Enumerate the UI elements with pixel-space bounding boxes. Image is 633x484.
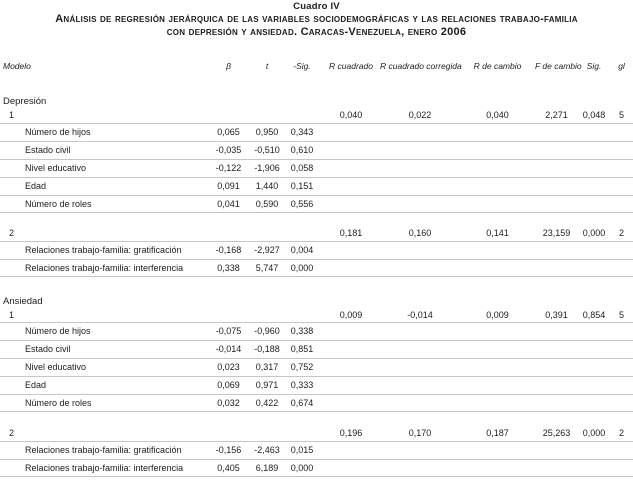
col-header-modelo: Modelo xyxy=(3,60,31,71)
model-stats-row xyxy=(0,108,633,123)
sig-value: 0,000 xyxy=(290,462,314,473)
t-value: -0,510 xyxy=(254,145,280,155)
model-number: 1 xyxy=(9,309,15,320)
sig-value: 0,151 xyxy=(290,181,314,191)
table-title-line1: Análisis de regresión jerárquica de las variables sociodemográficas y las relaciones trabajo-familia xyxy=(55,13,578,25)
table-caption xyxy=(0,0,633,39)
predictor-row xyxy=(0,459,633,477)
predictor-row xyxy=(0,376,633,394)
model-number: 1 xyxy=(9,110,15,120)
t-value: 6,189 xyxy=(255,462,279,473)
predictor-label: Nivel educativo xyxy=(25,362,87,372)
beta-value: -0,156 xyxy=(215,445,242,455)
sig-value: 0,752 xyxy=(290,362,314,372)
predictor-label: Número de hijos xyxy=(25,326,91,336)
section-row-depresion xyxy=(0,94,633,108)
col-header-gl: gl xyxy=(618,60,625,71)
model-stats-row xyxy=(0,426,633,441)
predictor-row xyxy=(0,394,633,412)
predictor-row xyxy=(0,322,633,340)
predictor-label: Nivel educativo xyxy=(25,163,87,173)
predictor-row xyxy=(0,141,633,159)
predictor-row xyxy=(0,123,633,141)
predictor-row xyxy=(0,195,633,213)
predictor-label: Número de roles xyxy=(25,397,92,408)
sig-value: 0,674 xyxy=(290,397,314,408)
predictor-label: Número de roles xyxy=(25,198,92,209)
gl-value: 5 xyxy=(618,309,624,320)
r2-value: 0,009 xyxy=(339,309,363,320)
sig-value: 0,058 xyxy=(290,163,314,173)
section-row-ansiedad xyxy=(0,294,633,308)
gl-value: 2 xyxy=(618,228,624,238)
gl-value: 2 xyxy=(618,428,624,438)
predictor-label: Relaciones trabajo-familia: interferencia xyxy=(25,262,184,273)
sig-value: 0,851 xyxy=(290,344,314,354)
r-cambio-value: 0,187 xyxy=(486,428,509,438)
sig-value: 0,000 xyxy=(582,428,606,438)
t-value: -2,927 xyxy=(254,245,280,255)
col-header-beta: β xyxy=(226,60,231,71)
sig-value: 0,854 xyxy=(582,309,606,320)
spacer xyxy=(0,412,633,426)
predictor-row xyxy=(0,159,633,177)
predictor-label: Número de hijos xyxy=(25,127,91,137)
f-cambio-value: 2,271 xyxy=(545,110,568,120)
predictor-row xyxy=(0,441,633,459)
r2-corregida-value: -0,014 xyxy=(407,309,433,320)
predictor-label: Relaciones trabajo-familia: gratificación xyxy=(25,245,182,255)
predictor-label: Estado civil xyxy=(25,145,71,155)
t-value: -2,463 xyxy=(254,445,280,455)
beta-value: -0,122 xyxy=(215,163,242,173)
sig-value: 0,556 xyxy=(290,198,314,209)
r2-corregida-value: 0,170 xyxy=(408,428,432,438)
col-header-sig: Sig. xyxy=(586,60,602,71)
beta-value: 0,338 xyxy=(217,262,240,273)
beta-value: 0,091 xyxy=(217,181,240,191)
col-header-r2: R cuadrado xyxy=(329,60,373,71)
f-cambio-value: 0,391 xyxy=(545,309,568,320)
predictor-label: Relaciones trabajo-familia: gratificación xyxy=(25,445,182,455)
t-value: -0,960 xyxy=(254,326,280,336)
col-header-t: t xyxy=(265,60,269,71)
col-header-r2-corregida: R cuadrado corregida xyxy=(380,60,462,71)
t-value: 0,590 xyxy=(255,198,279,209)
section-label: Ansiedad xyxy=(3,295,43,307)
r2-value: 0,040 xyxy=(339,110,363,120)
beta-value: -0,168 xyxy=(215,245,242,255)
f-cambio-value: 23,159 xyxy=(542,228,571,238)
model-number: 2 xyxy=(9,428,15,438)
beta-value: 0,405 xyxy=(217,462,240,473)
col-header-r-cambio: R de cambio xyxy=(473,60,522,71)
r2-value: 0,196 xyxy=(339,428,363,438)
table-number: Cuadro IV xyxy=(293,1,340,12)
r-cambio-value: 0,009 xyxy=(486,309,509,320)
r2-corregida-value: 0,160 xyxy=(408,228,432,238)
model-stats-row xyxy=(0,226,633,241)
model-stats-row xyxy=(0,308,633,322)
sig-value: 0,338 xyxy=(290,326,314,336)
predictor-label: Edad xyxy=(25,181,47,191)
sig-value: 0,333 xyxy=(290,380,314,390)
predictor-label: Relaciones trabajo-familia: interferencia xyxy=(25,462,184,473)
t-value: 0,971 xyxy=(255,380,279,390)
r2-value: 0,181 xyxy=(339,228,363,238)
col-header-sig-coef: -Sig. xyxy=(293,60,311,71)
beta-value: -0,075 xyxy=(215,326,242,336)
beta-value: 0,041 xyxy=(217,198,240,209)
sig-value: 0,000 xyxy=(290,262,314,273)
sig-value: 0,048 xyxy=(582,110,606,120)
gl-value: 5 xyxy=(618,110,624,120)
beta-value: -0,035 xyxy=(215,145,242,155)
beta-value: 0,023 xyxy=(217,362,240,372)
predictor-label: Estado civil xyxy=(25,344,71,354)
model-number: 2 xyxy=(9,228,15,238)
predictor-row xyxy=(0,340,633,358)
t-value: -0,188 xyxy=(254,344,280,354)
sig-value: 0,610 xyxy=(290,145,314,155)
table-header-row xyxy=(0,59,633,73)
spacer xyxy=(0,213,633,226)
sig-value: 0,004 xyxy=(290,245,314,255)
sig-value: 0,000 xyxy=(582,228,606,238)
beta-value: 0,032 xyxy=(217,397,240,408)
predictor-row xyxy=(0,259,633,277)
predictor-label: Edad xyxy=(25,380,47,390)
r-cambio-value: 0,040 xyxy=(486,110,509,120)
beta-value: -0,014 xyxy=(215,344,242,354)
col-header-f-cambio: F de cambio xyxy=(535,60,582,71)
f-cambio-value: 25,263 xyxy=(542,428,571,438)
sig-value: 0,015 xyxy=(290,445,314,455)
predictor-row xyxy=(0,358,633,376)
t-value: -1,906 xyxy=(254,163,280,173)
predictor-row xyxy=(0,177,633,195)
section-label: Depresión xyxy=(3,95,47,107)
r-cambio-value: 0,141 xyxy=(486,228,509,238)
t-value: 1,440 xyxy=(255,181,279,191)
t-value: 5,747 xyxy=(255,262,279,273)
table-title-line2: con depresión y ansiedad. Caracas-Venezuela, enero 2006 xyxy=(166,26,467,38)
t-value: 0,317 xyxy=(255,362,279,372)
t-value: 0,950 xyxy=(255,127,279,137)
beta-value: 0,065 xyxy=(217,127,240,137)
sig-value: 0,343 xyxy=(290,127,314,137)
predictor-row xyxy=(0,241,633,259)
r2-corregida-value: 0,022 xyxy=(408,110,432,120)
beta-value: 0,069 xyxy=(217,380,240,390)
t-value: 0,422 xyxy=(255,397,279,408)
